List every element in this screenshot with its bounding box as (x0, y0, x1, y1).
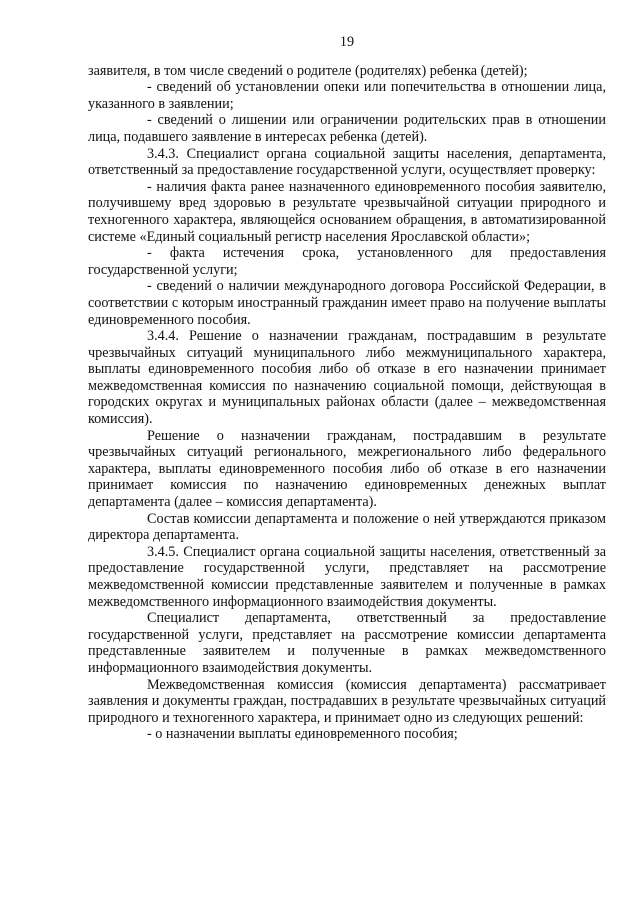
paragraph: - наличия факта ранее назначенного единовременного пособия заявителю, получившему вред здоровью в результате чрезвычайной ситуации природного и техногенного характера, являющейся основанием обращения, в автоматизированной системе «Единый социальный регистр населения Ярославской области»; (88, 178, 606, 245)
paragraph: - сведений о наличии международного договора Российской Федерации, в соответствии с которым иностранный гражданин имеет право на получение выплаты единовременного пособия. (88, 278, 606, 328)
paragraph: заявителя, в том числе сведений о родителе (родителях) ребенка (детей); (88, 62, 528, 79)
page-number: 19 (339, 34, 355, 50)
paragraph: 3.4.3. Специалист органа социальной защиты населения, департамента, ответственный за предоставление государственной услуги, осуществляет проверку: (88, 145, 606, 179)
paragraph: - сведений о лишении или ограничении родительских прав в отношении лица, подавшего заявление в интересах ребенка (детей). (88, 112, 606, 145)
paragraph: Специалист департамента, ответственный за предоставление государственной услуги, представляет на рассмотрение комиссии департамента представленные заявителем и полученные в рамках межведомственного информационного взаимодействия документы. (88, 610, 606, 676)
paragraph: Состав комиссии департамента и положение о ней утверждаются приказом директора департамента. (88, 510, 606, 544)
body-text (88, 63, 606, 743)
paragraph: - о назначении выплаты единовременного пособия; (147, 726, 458, 743)
paragraph: Решение о назначении гражданам, пострадавшим в результате чрезвычайных ситуаций регионального, межрегионального либо федерального характера, выплаты единовременного пособия либо об отказе в его назначении принимает комиссия по назначению единовременных денежных выплат департамента (далее – комиссия департамента). (88, 427, 606, 511)
paragraph: - факта истечения срока, установленного для предоставления государственной услуги; (88, 245, 606, 278)
paragraph: 3.4.5. Специалист органа социальной защиты населения, ответственный за предоставление государственной услуги, представляет на рассмотрение межведомственной комиссии представленные заявителем и полученные в рамках межведомственного информационного взаимодействия документы. (88, 543, 606, 610)
paragraph: - сведений об установлении опеки или попечительства в отношении лица, указанного в заявлении; (88, 79, 606, 112)
paragraph: Межведомственная комиссия (комиссия департамента) рассматривает заявления и документы граждан, пострадавших в результате чрезвычайных ситуаций природного и техногенного характера, и принимает одно из следующих решений: (88, 676, 606, 726)
paragraph: 3.4.4. Решение о назначении гражданам, пострадавшим в результате чрезвычайных ситуаций муниципального либо межмуниципального характера, выплаты единовременного пособия либо об отказе в его назначении принимает межведомственная комиссия по назначению социальной помощи, действующая в городских округах и муниципальных районах области (далее – межведомственная комиссия). (88, 328, 606, 428)
